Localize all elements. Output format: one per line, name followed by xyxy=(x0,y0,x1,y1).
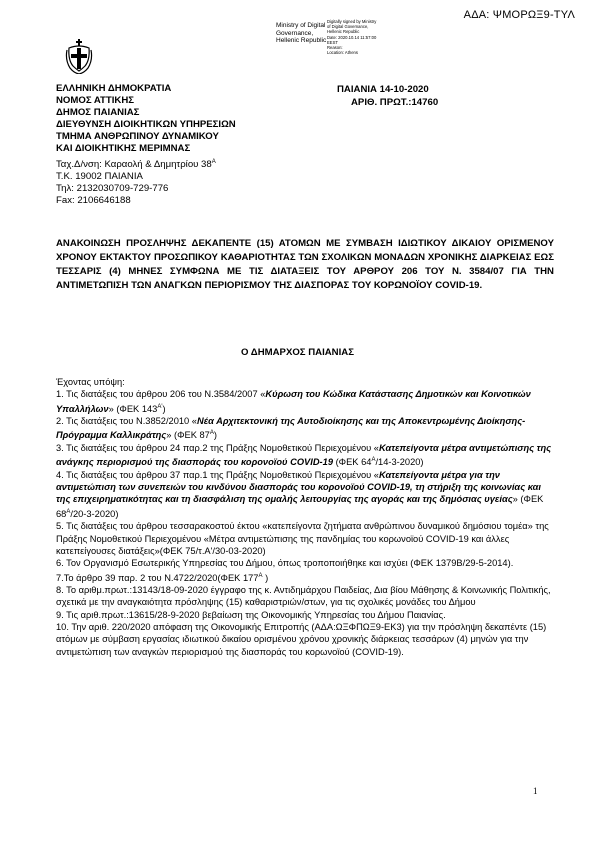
list-item: 1. Τις διατάξεις του άρθρου 206 του Ν.3584/2007 «Κύρωση του Κώδικα Κατάστασης Δημοτικών και Κοινοτικών Υπαλλήλων» (ΦΕΚ $143^{A'}$) xyxy=(56,389,531,414)
address-line xyxy=(56,156,236,171)
list-item: 2. Τις διατάξεις του Ν.3852/2010 «Νέα Αρχιτεκτονική της Αυτοδιοίκησης και της Αποκεντρωμένης Διοίκησης-Πρόγραμμα Καλλικράτης» (ΦΕΚ $87^A$) xyxy=(56,416,526,441)
signature-issuer xyxy=(276,22,326,45)
list-item: 3. Τις διατάξεις του άρθρου 24 παρ.2 της Πράξης Νομοθετικού Περιεχομένου «Κατεπείγοντα μέτρα αντιμετώπισης της ανάγκης περιορισμού της διασποράς του κορονοϊού COVID-19 (ΦΕΚ $64^A/14-3-2020$) xyxy=(56,442,552,468)
list-item: 4. Τις διατάξεις του άρθρου 37 παρ.1 της Πράξης Νομοθετικού Περιεχομένου «Κατεπείγοντα μέτρα για την αντιμετώπιση των συνεπειών του κινδύνου διασποράς του κορονοϊού COVID-19, τη στήριξη της κοινωνίας και της επιχειρηματικότητας και τη διασφάλιση της ομαλής λειτουργίας της αγοράς και της δημόσιας υγείας» (ΦΕΚ $68^A/20-3-2020$) xyxy=(56,469,544,519)
hellenic-republic-emblem-icon xyxy=(64,38,94,74)
signature-issuer-line: Ministry of Digital xyxy=(276,22,326,29)
signature-detail-line: Reason: xyxy=(327,45,343,51)
header-line: ΤΜΗΜΑ ΑΝΘΡΩΠΙΝΟΥ ΔΥΝΑΜΙΚΟΥ xyxy=(56,131,219,143)
signature-detail-line: Digitally signed by Ministry xyxy=(327,19,377,24)
list-item: 10. Την αριθ. 220/2020 απόφαση της Οικονομικής Επιτροπής (ΑΔΑ:ΩΞΦΠΩΞ9-ΕΚ3) για την πρόσληψη δεκαπέντε (15) ατόμων με σύμβαση εργασίας ιδιωτικού δικαίου ορισμένου χρόνου χρονικής διάρκειας τεσσάρων (4) μηνών για την αντιμετώπιση των αναγκών περιορισμού της διασποράς του κορωνοϊού (COVID-19). xyxy=(56,622,547,657)
list-item: 6. Τον Οργανισμό Εσωτερικής Υπηρεσίας του Δήμου, όπως τροποποιήθηκε και ισχύει (ΦΕΚ 1379Β/29-5-2014). xyxy=(56,558,514,569)
header-line: ΝΟΜΟΣ ΑΤΤΙΚΗΣ xyxy=(56,95,135,107)
date-line: ΠΑΙΑΝΙΑ 14-10-2020 xyxy=(337,84,429,95)
address-text: Ταχ.Δ/νση: Καραολή & Δημητρίου 38 xyxy=(56,158,212,170)
mayor-heading: Ο ΔΗΜΑΡΧΟΣ ΠΑΙΑΝΙΑΣ xyxy=(241,347,354,358)
signature-issuer-line: Hellenic Republic xyxy=(276,37,327,45)
signature-issuer-line: Governance, xyxy=(276,29,314,37)
signature-detail-line: Location: Athens xyxy=(327,50,358,56)
considerations-list xyxy=(56,376,556,658)
header-line: ΕΛΛΗΝΙΚΗ ΔΗΜΟΚΡΑΤΙΑ xyxy=(56,83,172,94)
signature-details xyxy=(327,19,376,55)
protocol-number: ΑΡΙΘ. ΠΡΩΤ.:14760 xyxy=(351,97,439,108)
list-item: 7.Το άρθρο 39 παρ. 2 του Ν.4722/2020(ΦΕΚ $177^A$ ) xyxy=(56,572,269,583)
signature-detail-line: EEST xyxy=(327,39,338,45)
header-line: ΚΑΙ ΔΙΟΙΚΗΤΙΚΗΣ ΜΕΡΙΜΝΑΣ xyxy=(56,143,191,155)
page-number: 1 xyxy=(533,786,538,796)
date-protocol-block xyxy=(337,83,438,109)
signature-detail-line: Hellenic Republic xyxy=(327,29,360,35)
announcement-title: ΑΝΑΚΟΙΝΩΣΗ ΠΡΟΣΛΗΨΗΣ ΔΕΚΑΠΕΝΤΕ (15) ΑΤΟΜΩΝ ΜΕ ΣΥΜΒΑΣΗ ΙΔΙΩΤΙΚΟΥ ΔΙΚΑΙΟΥ ΟΡΙΣΜΕΝΟΥ ΧΡΟΝΟΥ ΕΚΤΑΚΤΟΥ ΠΡΟΣΩΠΙΚΟΥ ΚΑΘΑΡΙΟΤΗΤΑΣ ΤΩΝ ΣΧΟΛΙΚΩΝ ΜΟΝΑΔΩΝ ΧΡΟΝΙΚΗΣ ΔΙΑΡΚΕΙΑΣ ΕΩΣ ΤΕΣΣΑΡΙΣ (4) ΜΗΝΕΣ ΣΥΜΦΩΝΑ ΜΕ ΤΙΣ ΔΙΑΤΑΞΕΙΣ ΤΟΥ ΑΡΘΡΟΥ 206 ΤΟΥ Ν. 3584/07 ΓΙΑ ΤΗΝ ΑΝΤΙΜΕΤΩΠΙΣΗ ΤΩΝ ΑΝΑΓΚΩΝ ΠΕΡΙΟΡΙΣΜΟΥ ΤΗΣ ΔΙΑΣΠΟΡΑΣ ΤΟΥ ΚΟΡΩΝΟΪΟΥ COVID-19. xyxy=(56,238,554,291)
address-superscript: Α xyxy=(211,158,216,165)
signature-detail-line: Date: 2020.10.14 11:57:00 xyxy=(327,34,377,40)
list-item: 8. Το αριθμ.πρωτ.:13143/18-09-2020 έγγραφο της κ. Αντιδημάρχου Παιδείας, Δια βίου Μάθησης & Κοινωνικής Πολιτικής, σχετικά με την αναγκαιότητα πρόσληψης (15) καθαριστριών/στων, για τις σχολικές μονάδες του Δήμου xyxy=(56,584,551,608)
list-item: 5. Τις διατάξεις του άρθρου τεσσαρακοστού έκτου «κατεπείγοντα ζητήματα ανθρώπινου δυναμικού δημόσιου τομέα» της Πράξης Νομοθετικού Περιεχομένου «Μέτρα αντιμετώπισης της πανδημίας του κορωνοϊού COVID-19 και άλλες κατεπείγουσες διατάξεις»(ΦΕΚ 75/τ.Α'/30-03-2020) xyxy=(56,521,549,556)
header-line: ΔΙΕΥΘΥΝΣΗ ΔΙΟΙΚΗΤΙΚΩΝ ΥΠΗΡΕΣΙΩΝ xyxy=(56,119,236,131)
ada-code: ΑΔΑ: ΨΜΟΡΩΞ9-ΤΥΛ xyxy=(463,9,575,21)
signature-detail-line: of Digital Governance, xyxy=(327,24,369,30)
issuer-header xyxy=(56,83,236,207)
header-line: ΔΗΜΟΣ ΠΑΙΑΝΙΑΣ xyxy=(56,107,140,119)
considerations-intro: Έχοντας υπόψη: xyxy=(56,377,125,387)
list-item: 9. Τις αριθ.πρωτ.:13615/28-9-2020 βεβαίωση της Οικονομικής Υπηρεσίας του Δήμου Παιανίας. xyxy=(56,609,446,620)
postal-line: Τ.Κ. 19002 ΠΑΙΑΝΙΑ xyxy=(56,170,143,182)
fax-line: Fax: 2106646188 xyxy=(56,195,131,207)
phone-line: Τηλ: 2132030709-729-776 xyxy=(56,182,169,194)
